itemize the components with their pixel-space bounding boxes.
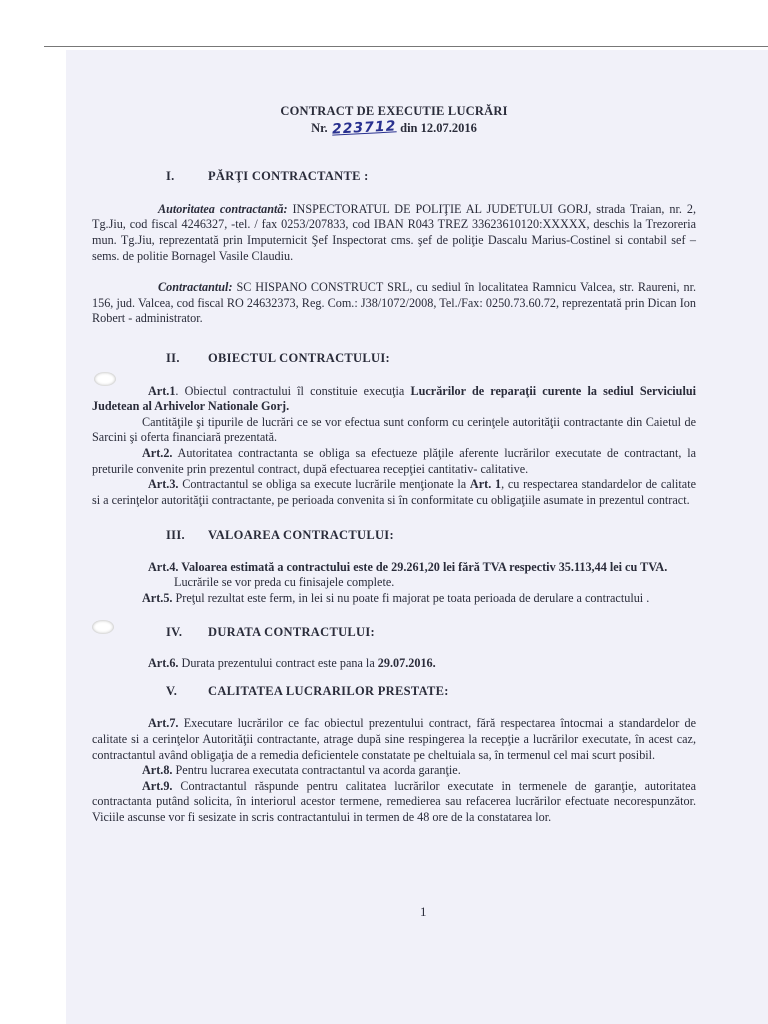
art6-date: 29.07.2016. xyxy=(377,656,436,671)
document-date: din 12.07.2016 xyxy=(400,120,477,135)
section-title: PĂRŢI CONTRACTANTE : xyxy=(208,169,369,184)
handwritten-number: 223712 xyxy=(331,117,397,138)
art7-text: Executare lucrărilor ce fac obiectul prezentului contract, fără respectarea întocmai a standardelor de calitate si a cerinţelor Autorităţii contractante, atrage după sine respingerea la recepţie a lucrărilor executate, în acest caz, contractantul având obligaţia de a remedia deficientele constatate pe cheltuiala sa, în termenul cel mai scurt posibil. xyxy=(92,716,697,762)
art6-text: Durata prezentului contract este pana la xyxy=(181,656,375,671)
art7-paragraph xyxy=(92,716,696,763)
document-title: CONTRACT DE EXECUTIE LUCRĂRI xyxy=(280,104,508,118)
art3-paragraph xyxy=(92,477,696,508)
document-body xyxy=(92,104,696,826)
finish-note: Lucrările se vor preda cu finisajele complete. xyxy=(174,575,395,590)
art4-paragraph xyxy=(92,560,696,576)
contractor-label: Contractantul: xyxy=(158,280,233,295)
art9-paragraph xyxy=(92,779,696,826)
scan-top-edge xyxy=(44,46,768,47)
section-heading-quality xyxy=(92,684,696,700)
art4-text: Art.4. Valoarea estimată a contractului este de 29.261,20 lei fără TVA respectiv 35.113,44 lei cu TVA. xyxy=(148,559,668,574)
section-number: I. xyxy=(166,169,175,184)
art6-label: Art.6. xyxy=(148,656,179,671)
quantities-paragraph: Cantităţile şi tipurile de lucrări ce se vor efectua sunt conform cu cerinţele autorităţii contractante din Caietul de Sarcini şi oferta financiară prezentată. xyxy=(92,414,696,445)
art7-label: Art.7. xyxy=(148,716,179,731)
art6-paragraph xyxy=(92,656,696,672)
art5-text: Preţul rezultat este ferm, in lei si nu poate fi majorat pe toata perioada de derulare a contractului . xyxy=(175,591,650,606)
contractor-text: SC HISPANO CONSTRUCT SRL, cu sediul în localitatea Ramnicu Valcea, str. Raureni, nr. 156, jud. Valcea, cod fiscal RO 24632373, Reg. Com.: J38/1072/2008, Tel./Fax: 0250.73.60.72, reprezentată prin Dican Ion Robert - administrator. xyxy=(92,280,696,326)
art1-label: Art.1 xyxy=(148,383,176,398)
document-number-line xyxy=(92,117,696,138)
art3-ref: Art. 1 xyxy=(469,477,502,492)
art3-label: Art.3. xyxy=(148,477,179,492)
section-title: CALITATEA LUCRARILOR PRESTATE: xyxy=(208,683,449,698)
section-title: VALOAREA CONTRACTULUI: xyxy=(208,528,394,543)
art8-label: Art.8. xyxy=(142,763,173,778)
art2-label: Art.2. xyxy=(142,445,173,460)
section-heading-value xyxy=(92,528,696,544)
section-heading-parties xyxy=(92,169,696,185)
art2-text: Autoritatea contractanta se obliga sa efectueze plăţile aferente lucrărilor executate de contractant, la preturile convenite prin prezentul contract, după efectuarea recepţiei cantitativ- calitative. xyxy=(92,445,696,476)
nr-label: Nr. xyxy=(311,120,328,135)
section-title: OBIECTUL CONTRACTULUI: xyxy=(208,350,390,365)
art1-object: Lucrărilor de reparaţii curente la sediul Serviciului Judetean al Arhivelor Nationale Gorj. xyxy=(92,383,697,414)
art5-paragraph xyxy=(92,591,696,607)
art3-text-b: , cu respectarea standardelor de calitate si a cerinţelor autorităţii contractante, pe perioada convenita si în conformitate cu obligaţiile asumate in prezentul contract. xyxy=(92,477,697,507)
section-heading-duration xyxy=(92,625,696,641)
section-heading-object xyxy=(92,351,696,367)
art2-paragraph xyxy=(92,446,696,477)
art1-paragraph xyxy=(92,384,696,415)
art5-label: Art.5. xyxy=(142,591,173,606)
section-number: III. xyxy=(166,528,185,543)
authority-text: INSPECTORATUL DE POLIŢIE AL JUDETULUI GORJ, strada Traian, nr. 2, Tg.Jiu, cod fiscal 4246327, -tel. / fax 0253/207833, cod IBAN R043 TREZ 33623610120:XXXXX, deschis la Trezoreria mun. Tg.Jiu, reprezentată prin Imputernicit Şef Inspectorat cms. şef de poliţie Dascalu Marius-Costinel si contabil sef – sems. de politie Bornagel Vasile Claudiu. xyxy=(92,201,697,263)
page-number: 1 xyxy=(420,904,427,919)
section-number: II. xyxy=(166,350,180,365)
authority-paragraph xyxy=(92,202,696,264)
section-number: V. xyxy=(166,683,178,698)
art1-text: . Obiectul contractului îl constituie execuţia xyxy=(175,383,405,398)
section-number: IV. xyxy=(166,624,183,639)
art3-text-a: Contractantul se obliga sa execute lucrările menţionate la xyxy=(182,477,467,492)
art8-paragraph xyxy=(92,763,696,779)
art8-text: Pentru lucrarea executata contractantul va acorda garanţie. xyxy=(175,763,461,778)
contractor-paragraph xyxy=(92,280,696,327)
art9-label: Art.9. xyxy=(142,778,173,793)
section-title: DURATA CONTRACTULUI: xyxy=(208,624,376,639)
authority-label: Autoritatea contractantă: xyxy=(158,201,288,216)
art9-text: Contractantul răspunde pentru calitatea lucrărilor executate in termenele de garanţie, autoritatea contractanta putând solicita, în interiorul acestor termene, remedierea sau refacerea lucrărilor efectuate necorespunzător. Viciile ascunse vor fi sesizate in scris contractantului in termen de 48 ore de la constatarea lor. xyxy=(92,778,697,824)
